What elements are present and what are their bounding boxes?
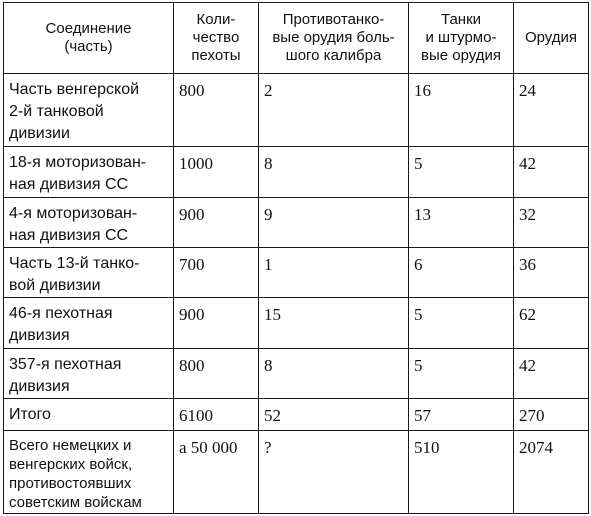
guns-cell: 24 [514, 73, 589, 147]
guns-cell: 270 [514, 399, 589, 431]
unit-cell: Итого [4, 399, 174, 431]
header-antitank: Противотанко- вые орудия боль- шого калибра [259, 3, 409, 74]
table-row [4, 197, 589, 247]
antitank-cell: 9 [259, 197, 409, 247]
unit-cell: 18-я моторизован- ная дивизия СС [4, 147, 174, 197]
unit-cell: Часть венгерской 2-й танковой дивизии [4, 73, 174, 147]
table-header-row [4, 3, 589, 74]
tanks-cell: 5 [409, 298, 514, 348]
tanks-cell: 57 [409, 399, 514, 431]
unit-cell: 46-я пехотная дивизия [4, 298, 174, 348]
infantry-cell: 900 [174, 298, 259, 348]
antitank-cell: ? [259, 431, 409, 514]
infantry-cell: 700 [174, 247, 259, 297]
infantry-cell: 800 [174, 348, 259, 398]
antitank-cell: 52 [259, 399, 409, 431]
antitank-cell: 15 [259, 298, 409, 348]
header-infantry: Коли- чество пехоты [174, 3, 259, 74]
table-row [4, 247, 589, 297]
table-row [4, 73, 589, 147]
antitank-cell: 8 [259, 348, 409, 398]
infantry-cell: 6100 [174, 399, 259, 431]
table-row [4, 298, 589, 348]
header-tanks: Танки и штурмо- вые орудия [409, 3, 514, 74]
tanks-cell: 13 [409, 197, 514, 247]
infantry-cell: 900 [174, 197, 259, 247]
unit-cell: 357-я пехотная дивизия [4, 348, 174, 398]
guns-cell: 32 [514, 197, 589, 247]
table-row [4, 147, 589, 197]
antitank-cell: 8 [259, 147, 409, 197]
forces-table [3, 2, 589, 514]
guns-cell: 36 [514, 247, 589, 297]
unit-cell: Всего немецких и венгерских войск, противостоявших советским войскам [4, 431, 174, 514]
guns-cell: 62 [514, 298, 589, 348]
unit-cell: 4-я моторизован- ная дивизия СС [4, 197, 174, 247]
total-row [4, 399, 589, 431]
tanks-cell: 5 [409, 348, 514, 398]
header-unit: Соединение (часть) [4, 3, 174, 74]
unit-cell: Часть 13-й танко- вой дивизии [4, 247, 174, 297]
infantry-cell: а 50 000 [174, 431, 259, 514]
tanks-cell: 5 [409, 147, 514, 197]
guns-cell: 2074 [514, 431, 589, 514]
table-row [4, 348, 589, 398]
tanks-cell: 6 [409, 247, 514, 297]
infantry-cell: 1000 [174, 147, 259, 197]
grand-total-row [4, 431, 589, 514]
tanks-cell: 16 [409, 73, 514, 147]
header-guns: Орудия [514, 3, 589, 74]
antitank-cell: 2 [259, 73, 409, 147]
guns-cell: 42 [514, 147, 589, 197]
infantry-cell: 800 [174, 73, 259, 147]
antitank-cell: 1 [259, 247, 409, 297]
guns-cell: 42 [514, 348, 589, 398]
tanks-cell: 510 [409, 431, 514, 514]
